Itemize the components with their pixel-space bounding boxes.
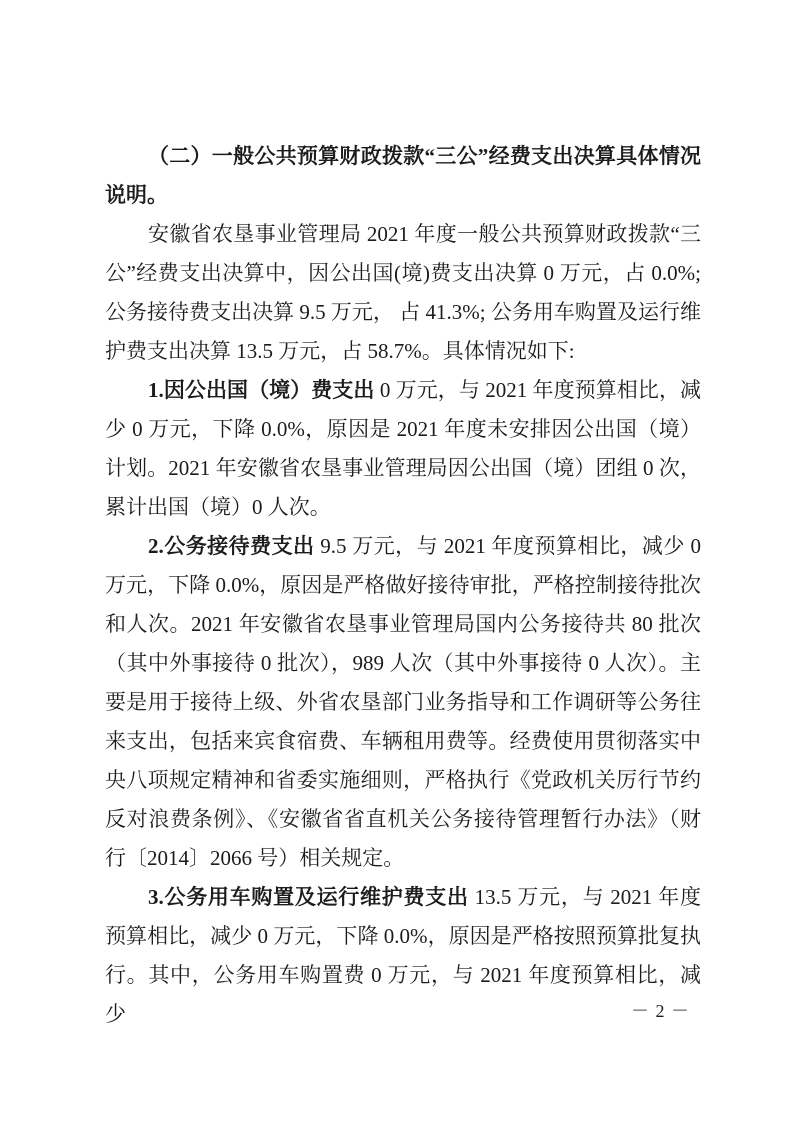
paragraph-vehicle-lead: 3.公务用车购置及运行维护费支出 — [148, 885, 469, 909]
paragraph-reception-lead: 2.公务接待费支出 — [148, 534, 315, 558]
paragraph-outbound-lead: 1.因公出国（境）费支出 — [148, 378, 375, 402]
paragraph-vehicle-expense — [105, 878, 701, 1034]
section-heading: （二）一般公共预算财政拨款“三公”经费支出决算具体情况说明。 — [105, 144, 701, 207]
paragraph-reception-text: 9.5 万元，与 2021 年度预算相比，减少 0 万元，下降 0.0%，原因是严格做好接待审批，严格控制接待批次和人次。2021 年安徽省农垦事业管理局国内公务接待共 80 批次（其中外事接待 0 批次），989 人次（其中外事接待 0 人次）。主要是用于接待上级、外省农垦部门业务指导和工作调研等公务往来支出，包括来宾食宿费、车辆租用费等。经费使用贯彻落实中央八项规定精神和省委实施细则，严格执行《党政机关厉行节约反对浪费条例》、《安徽省省直机关公务接待管理暂行办法》（财行〔2014〕2066 号）相关规定。 — [105, 534, 702, 870]
paragraph-vehicle-text: 13.5 万元，与 2021 年度预算相比，减少 0 万元，下降 0.0%，原因是严格按照预算批复执行。其中，公务用车购置费 0 万元，与 2021 年度预算相比，减少 — [105, 885, 701, 1026]
paragraph-official-reception-expense — [105, 527, 701, 878]
document-body — [105, 137, 701, 1034]
paragraph-three-public-summary: 安徽省农垦事业管理局 2021 年度一般公共预算财政拨款“三公”经费支出决算中，因公出国(境)费支出决算 0 万元，占 0.0%; 公务接待费支出决算 9.5 万元， 占 41.3%; 公务用车购置及运行维护费支出决算 13.5 万元，占 58.7%。具体情况如下: — [105, 222, 701, 363]
paragraph-outbound-visit-expense — [105, 371, 701, 527]
page-number: － 2 － — [631, 1001, 690, 1021]
paragraph-outbound-text: 0 万元，与 2021 年度预算相比，减少 0 万元，下降 0.0%，原因是 2021 年度未安排因公出国（境）计划。2021 年安徽省农垦事业管理局因公出国（境）团组 0 次，累计出国（境）0 人次。 — [105, 378, 702, 519]
